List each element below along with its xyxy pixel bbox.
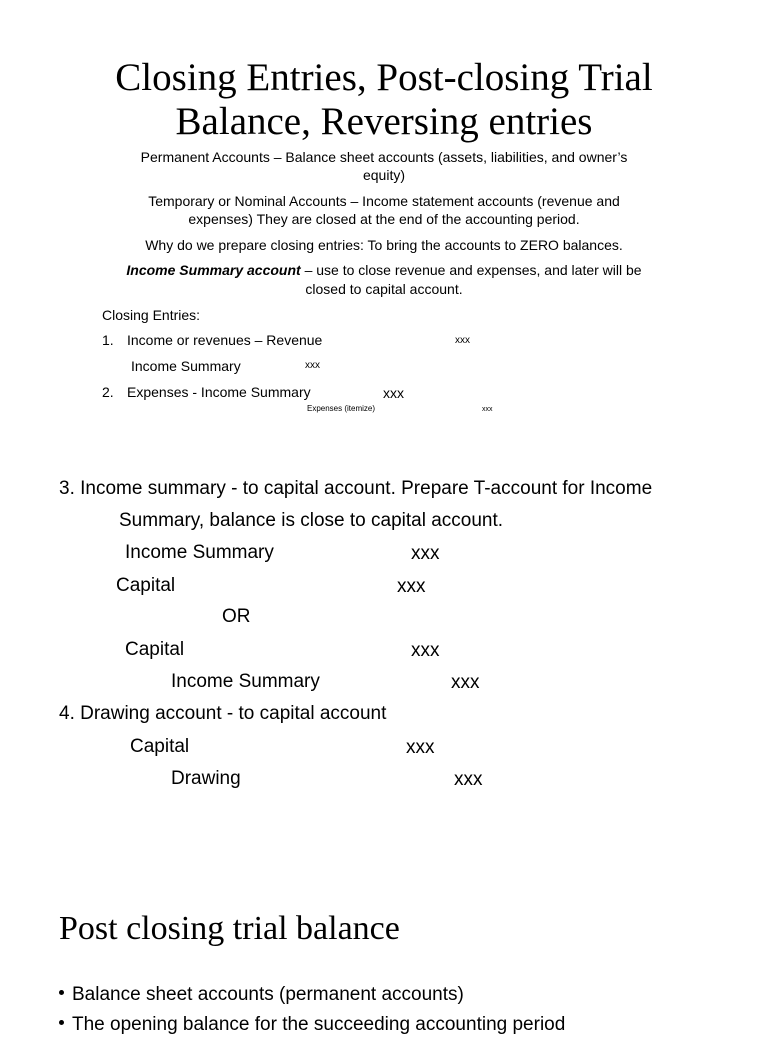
step-4-credit-amount: xxx [454, 769, 483, 790]
income-summary-definition-text: – use to close revenue and expenses, and later will be [300, 262, 642, 278]
step-3-line-2: Summary, balance is close to capital account. [119, 510, 504, 531]
step-2-credit-account: Expenses (itemize) [307, 404, 376, 413]
or-label: OR [222, 606, 251, 627]
why-closing-entries: Why do we prepare closing entries: To bring the accounts to ZERO balances. [145, 237, 623, 253]
step-2-amount: xxx [383, 385, 404, 401]
step-1-amount: xxx [455, 335, 470, 346]
step-3-credit-account: Capital [116, 575, 176, 596]
closing-entries-heading: Closing Entries: [102, 307, 201, 323]
step-3-debit-account: Income Summary [125, 542, 274, 563]
step-3-alt-credit-account: Income Summary [171, 671, 320, 692]
income-summary-term: Income Summary account [126, 262, 301, 278]
post-closing-bullet-2 [59, 1013, 565, 1037]
step-4-line: 4. Drawing account - to capital account [59, 703, 387, 724]
step-1-number: 1. [102, 332, 114, 348]
bullet-icon [59, 1020, 64, 1025]
step-1-credit-amount: xxx [305, 360, 320, 371]
step-4-debit-account: Capital [130, 736, 190, 757]
step-3-alt-debit-amount: xxx [411, 640, 440, 661]
post-closing-bullet-2-text: The opening balance for the succeeding accounting period [72, 1014, 566, 1035]
step-2-credit-amount: xxx [482, 406, 493, 413]
step-1-credit-account: Income Summary [131, 358, 241, 374]
permanent-accounts-line-1: Permanent Accounts – Balance sheet accounts (assets, liabilities, and owner’s [140, 149, 628, 165]
step-3-credit-amount: xxx [397, 576, 426, 597]
step-4-credit-account: Drawing [171, 768, 241, 789]
step-3-debit-amount: xxx [411, 543, 440, 564]
page-title-line-1: Closing Entries, Post-closing Trial [115, 56, 653, 99]
step-3-alt-debit-account: Capital [125, 639, 185, 660]
post-closing-heading: Post closing trial balance [59, 910, 400, 947]
temporary-accounts-line-2: expenses) They are closed at the end of the accounting period. [188, 211, 580, 227]
income-summary-definition-line-2: closed to capital account. [305, 281, 463, 297]
step-2-number: 2. [102, 384, 114, 400]
step-1-text: Income or revenues – Revenue [127, 332, 323, 348]
post-closing-bullet-1 [59, 983, 464, 1007]
bullet-icon [59, 990, 64, 995]
page-title-line-2: Balance, Reversing entries [175, 100, 593, 143]
step-3-alt-credit-amount: xxx [451, 672, 480, 693]
step-4-debit-amount: xxx [406, 737, 435, 758]
post-closing-bullet-1-text: Balance sheet accounts (permanent accounts) [72, 984, 464, 1005]
permanent-accounts-line-2: equity) [362, 167, 406, 183]
temporary-accounts-line-1: Temporary or Nominal Accounts – Income statement accounts (revenue and [148, 193, 620, 209]
income-summary-definition [0, 261, 768, 279]
step-3-line-1: 3. Income summary - to capital account. Prepare T-account for Income [59, 478, 653, 499]
step-2-text: Expenses - Income Summary [127, 384, 311, 400]
